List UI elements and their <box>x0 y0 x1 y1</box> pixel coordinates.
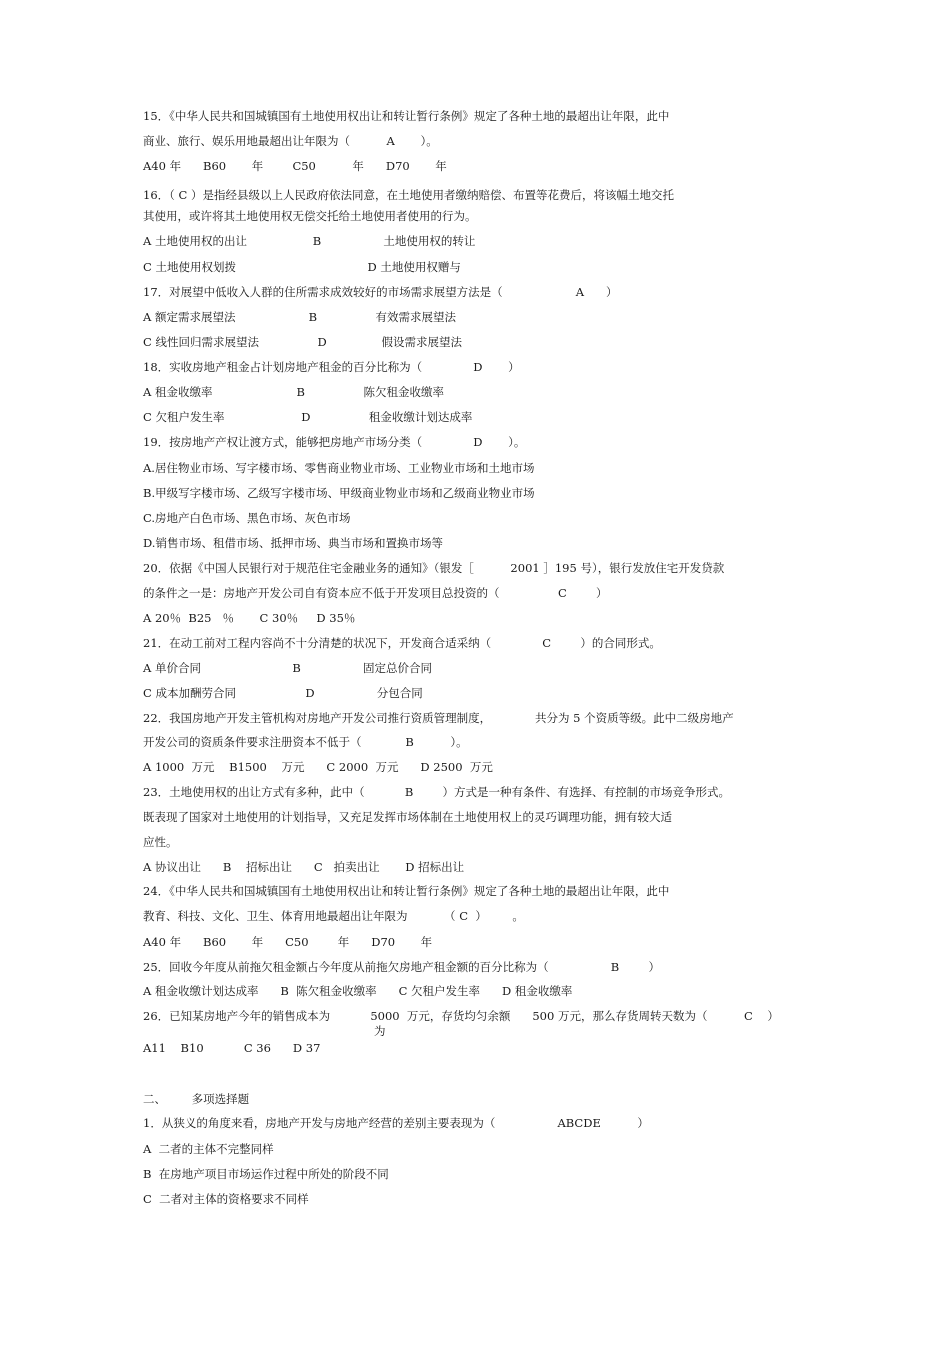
question-17-options-cd: C 线性回归需求展望法 D 假设需求展望法 <box>143 335 462 349</box>
question-22-line-2: 开发公司的资质条件要求注册资本不低于（ B ）。 <box>143 735 468 749</box>
question-16-line-1: 16．（ C ）是指经县级以上人民政府依法同意，在土地使用者缴纳赔偿、布置等花费后，将该幅土地交托 <box>143 188 674 202</box>
question-17-line-1: 17．对展望中低收入人群的住所需求成效较好的市场需求展望方法是（ A ） <box>143 285 618 299</box>
question-19-option-c: C.房地产白色市场、黑色市场、灰色市场 <box>143 511 351 525</box>
question-15-line-2: 商业、旅行、娱乐用地最超出让年限为（ A ）。 <box>143 134 438 148</box>
question-18-line-1: 18．实收房地产租金占计划房地产租金的百分比称为（ D ） <box>143 360 520 374</box>
mc-question-1-option-c: C 二者对主体的资格要求不同样 <box>143 1192 309 1206</box>
question-26-line-wrap: 为 <box>374 1024 386 1038</box>
mc-question-1-option-a: A 二者的主体不完整同样 <box>143 1142 274 1156</box>
question-20-line-2: 的条件之一是：房地产开发公司自有资本应不低于开发项目总投资的（ C ） <box>143 586 608 600</box>
question-16-options-ab: A 土地使用权的出让 B 土地使用权的转让 <box>143 234 476 248</box>
question-24-line-1: 24．《中华人民共和国城镇国有土地使用权出让和转让暂行条例》规定了各种土地的最超出让年限，此中 <box>143 884 670 898</box>
question-17-options-ab: A 额定需求展望法 B 有效需求展望法 <box>143 310 457 324</box>
question-19-option-d: D.销售市场、租借市场、抵押市场、典当市场和置换市场等 <box>143 536 443 550</box>
question-22-options: A 1000 万元 B1500 万元 C 2000 万元 D 2500 万元 <box>143 760 493 774</box>
question-16-options-cd: C 土地使用权划拨 D 土地使用权赠与 <box>143 260 461 274</box>
question-24-line-2: 教育、科技、文化、卫生、体育用地最超出让年限为 （ C ） 。 <box>143 909 524 923</box>
question-21-options-cd: C 成本加酬劳合同 D 分包合同 <box>143 686 423 700</box>
question-18-options-cd: C 欠租户发生率 D 租金收缴计划达成率 <box>143 410 473 424</box>
question-21-line-1: 21．在动工前对工程内容尚不十分清楚的状况下，开发商合适采纳（ C ）的合同形式。 <box>143 636 661 650</box>
question-16-line-2: 其使用，或许将其土地使用权无偿交托给土地使用者使用的行为。 <box>143 209 477 223</box>
question-25-line-1: 25．回收今年度从前拖欠租金额占今年度从前拖欠房地产租金额的百分比称为（ B ） <box>143 960 660 974</box>
question-25-options: A 租金收缴计划达成率 B 陈欠租金收缴率 C 欠租户发生率 D 租金收缴率 <box>143 984 573 998</box>
mc-question-1-line-1: 1．从狭义的角度来看，房地产开发与房地产经营的差别主要表现为（ ABCDE ） <box>143 1116 649 1130</box>
question-18-options-ab: A 租金收缴率 B 陈欠租金收缴率 <box>143 385 444 399</box>
mc-question-1-option-b: B 在房地产项目市场运作过程中所处的阶段不同 <box>143 1167 389 1181</box>
section-title-multiple-choice: 二、 多项选择题 <box>143 1092 250 1106</box>
question-26-options: A11 B10 C 36 D 37 <box>143 1041 321 1055</box>
question-15-line-1: 15．《中华人民共和国城镇国有土地使用权出让和转让暂行条例》规定了各种土地的最超出让年限，此中 <box>143 109 670 123</box>
question-23-line-3: 应性。 <box>143 835 178 849</box>
question-15-options: A40 年 B60 年 C50 年 D70 年 <box>143 159 447 173</box>
question-20-line-1: 20．依据《中国人民银行对于规范住宅金融业务的通知》（银发［ 2001 ］195 号），银行发放住宅开发贷款 <box>143 561 725 575</box>
question-23-options: A 协议出让 B 招标出让 C 拍卖出让 D 招标出让 <box>143 860 465 874</box>
question-23-line-1: 23．土地使用权的出让方式有多种，此中（ B ）方式是一种有条件、有选择、有控制的市场竞争形式。 <box>143 785 731 799</box>
question-19-option-b: B.甲级写字楼市场、乙级写字楼市场、甲级商业物业市场和乙级商业物业市场 <box>143 486 535 500</box>
question-24-options: A40 年 B60 年 C50 年 D70 年 <box>143 935 433 949</box>
question-21-options-ab: A 单价合同 B 固定总价合同 <box>143 661 432 675</box>
question-23-line-2: 既表现了国家对土地使用的计划指导，又充足发挥市场体制在土地使用权上的灵巧调理功能，拥有较大适 <box>143 810 672 824</box>
question-20-options: A 20％ B25 ％ C 30％ D 35％ <box>143 611 356 625</box>
question-26-line-1: 26．已知某房地产今年的销售成本为 5000 万元，存货均匀余额 500 万元，那么存货周转天数为（ C ） <box>143 1009 779 1023</box>
question-19-line-1: 19．按房地产产权让渡方式，能够把房地产市场分类（ D ）。 <box>143 435 526 449</box>
question-22-line-1: 22．我国房地产开发主管机构对房地产开发公司推行资质管理制度， 共分为 5 个资质等级。此中二级房地产 <box>143 711 734 725</box>
question-19-option-a: A.居住物业市场、写字楼市场、零售商业物业市场、工业物业市场和土地市场 <box>143 461 535 475</box>
